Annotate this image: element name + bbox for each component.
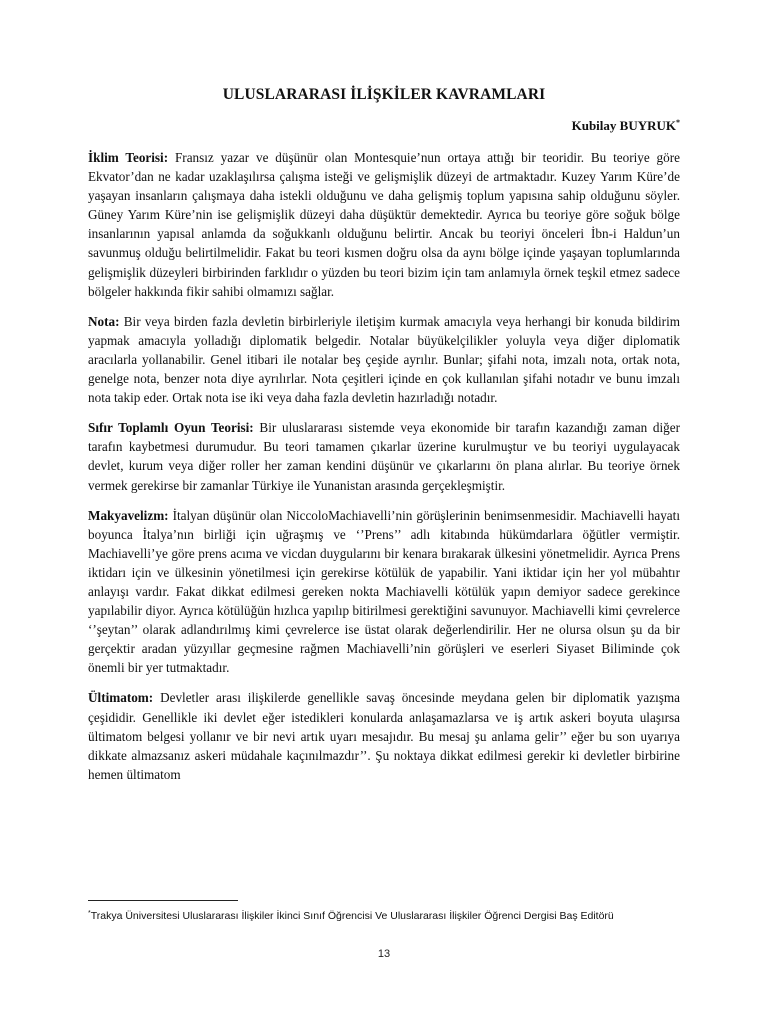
footnote (88, 907, 680, 923)
footnote-mark: * (88, 910, 91, 917)
body-sifir-toplamli-oyun-teorisi: Bir uluslararası sistemde veya ekonomide bir tarafın kazandığı zaman diğer tarafın kaybetmesi durumudur. Bu teori tamamen çıkarlar üzerine kurulmuştur ve bu teoriyi uygulayacak devlet, kurum veya diğer roller her zaman kendini düşünür ve çıkarlarını ön plana alırlar. Bu teoriye örnek vermek gerekirse bir zamanlar Türkiye ile Yunanistan arasında gerçekleşmiştir. (88, 420, 681, 493)
paragraph-iklim-teorisi (88, 148, 680, 301)
footnote-divider (88, 900, 238, 901)
body-makyavelizm: İtalyan düşünür olan NiccoloMachiavelli’nin görüşlerinin benimsenmesidir. Machiavelli hayatı boyunca İtalya’nın birliği için uğraşmış ve ‘’Prens’’ adlı kitabında hükümdarlara öğütler vermiştir. Machiavelli’ye göre prens acıma ve vicdan duygularını bir kenara bırakarak ülkesini yönetmelidir. Ayrıca Prens iktidarı için ve ülkesinin yönetilmesi için gerekirse kötülük de yapabilir. Yani iktidar için her yol mübahtır anlayışı vardır. Fakat dikkat edilmesi gereken nokta Machiavelli kötülük yapın demiyor sadece gerekince yapılabilir diyor. Ayrıca kötülüğün hızlıca yapılıp bitirilmesi gerektiğini savunuyor. Machiavelli kimi çevrelerce ‘’şeytan’’ olarak adlandırılmış kimi çevrelerce ise üstat olarak değerlendirilir. Her ne olursa olsun şu da bir gerçektir aradan yüzyıllar geçmesine rağmen Machiavelli’nin görüşleri ve eserleri Siyaset Biliminde çok önemli bir yer tutmaktadır. (88, 507, 680, 676)
footnote-text: Trakya Üniversitesi Uluslararası İlişkiler İkinci Sınıf Öğrencisi Ve Uluslararası İlişkiler Öğrenci Dergisi Baş Editörü (90, 910, 614, 922)
author-name: Kubilay BUYRUK (571, 118, 676, 133)
paragraph-ultimatom (88, 688, 680, 783)
paragraph-sifir-toplamli-oyun-teorisi (88, 418, 680, 494)
author-footnote-mark: * (676, 118, 680, 127)
document-page (88, 86, 680, 795)
body-nota: Bir veya birden fazla devletin birbirleriyle iletişim kurmak amacıyla veya herhangi bir konuda bildirim yapmak amacıyla yolladığı diplomatik belgedir. Notalar büyükelçilikler yoluyla veya diğer diplomatik aracılarla yollanabilir. Genel itibari ile notalar beş çeşide ayrılır. Bunlar; şifahi nota, imzalı nota, ortak nota, genelge nota, benzer nota diye ayrılırlar. Nota çeşitleri içinde en çok kullanılan şifahi notadır ve bunu imzalı nota takip eder. Ortak nota ise iki veya daha fazla devletin hazırladığı notadır. (88, 313, 680, 406)
page-number: 13 (377, 948, 391, 960)
document-title: ULUSLARARASI İLİŞKİLER KAVRAMLARI (222, 86, 546, 103)
term-iklim-teorisi: İklim Teorisi: (88, 150, 169, 165)
term-nota: Nota: (88, 313, 120, 329)
term-makyavelizm: Makyavelizm: (88, 507, 169, 523)
author-line (88, 118, 680, 134)
body-ultimatom: Devletler arası ilişkilerde genellikle savaş öncesinde meydana gelen bir diplomatik yazışma çeşididir. Genellikle iki devlet eğer istedikleri konularda anlaşamazlarsa ve iş artık askeri boyuta ulaşırsa ültimatom belgesi yollanır ve bir nevi artık uyarı mesajıdır. Bu mesaj şu anlama gelir’’ eğer bu son uyarıya dikkate almazsanız askeri müdahale kaçınılmazdır’’. Şu noktaya dikkat edilmesi gerekir ki devletler birbirine hemen ültimatom (88, 690, 680, 782)
term-sifir-toplamli-oyun-teorisi: Sıfır Toplamlı Oyun Teorisi: (88, 420, 254, 436)
paragraph-makyavelizm (88, 506, 680, 678)
paragraph-nota (88, 312, 680, 407)
body-iklim-teorisi: Fransız yazar ve düşünür olan Montesquie’nun ortaya attığı bir teoridir. Bu teoriye göre Ekvator’dan ne kadar uzaklaşılırsa çalışma isteği ve gelişmişlik düzeyi de artmaktadır. Kuzey Yarım Küre’de yaşayan insanların çalışmaya daha istekli olduğunu ve daha gelişmiş toplum yapısına sahip olduğunu söyler. Güney Yarım Küre’nin ise gelişmişlik düzeyi daha düşüktür demektedir. Ayrıca bu teoriye göre soğuk bölge insanlarının yapısal anlamda da soğukkanlı olduğunu belirtir. Ancak bu teoriyi önceleri İbn-i Haldun’un savunmuş olduğu belirtilmelidir. Fakat bu teori kısmen doğru olsa da aynı bölge içinde yaşayan toplumlarında gelişmişlik düzeyleri birbirinden farklıdır o yüzden bu teori bizim için tam anlamıyla örnek teşkil etmez sadece bölgeler hakkında fikir sahibi olmamızı sağlar. (88, 150, 680, 299)
term-ultimatom: Ültimatom: (88, 690, 154, 706)
